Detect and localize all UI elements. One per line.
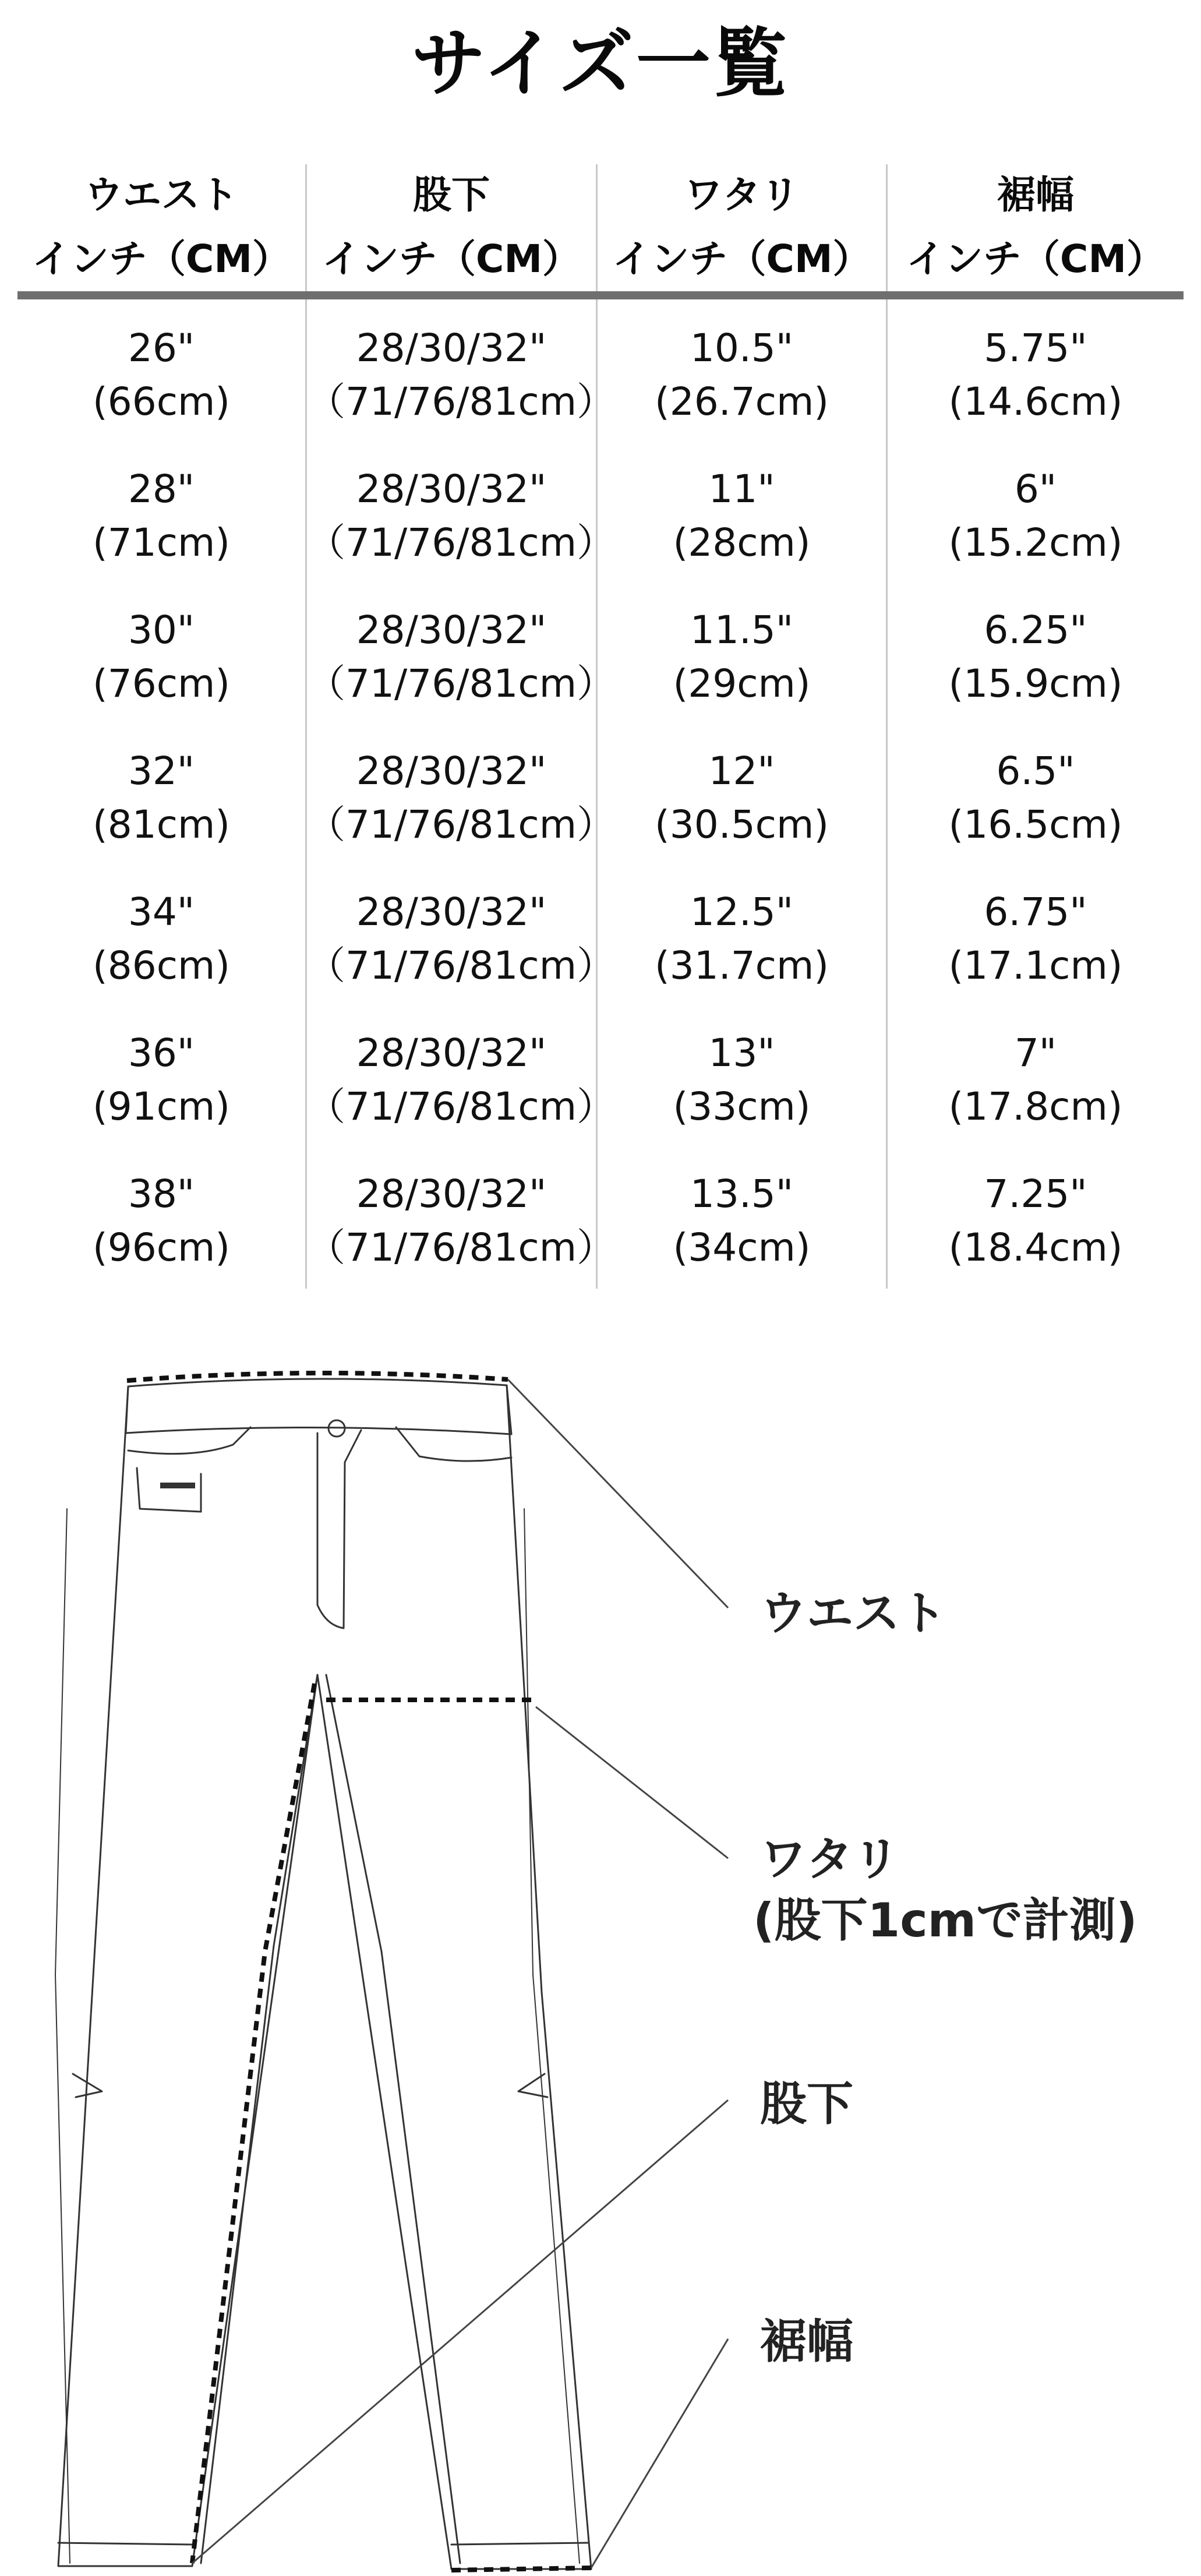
cm-value: (86cm) xyxy=(92,943,231,988)
waist-cell xyxy=(17,885,305,993)
inch-value: 11" xyxy=(708,467,775,511)
cm-value: (15.2cm) xyxy=(948,520,1123,565)
hem-left xyxy=(58,2543,192,2545)
cm-value: (17.8cm) xyxy=(948,1084,1123,1129)
inseam-cell xyxy=(307,744,615,852)
inseam-cell xyxy=(307,885,615,993)
thigh-cell xyxy=(598,1026,886,1134)
table-row xyxy=(17,1004,1184,1145)
table-row xyxy=(17,722,1184,863)
waist-cell xyxy=(17,322,305,429)
inseam-cell xyxy=(307,322,615,429)
coin-pocket xyxy=(137,1468,201,1512)
hem-cell xyxy=(888,463,1184,570)
cm-value: (14.6cm) xyxy=(948,379,1123,424)
header-label: ワタリ xyxy=(684,172,800,217)
header-unit: インチ（CM） xyxy=(612,237,871,281)
cm-value: （71/76/81cm） xyxy=(307,661,615,706)
table-row xyxy=(17,1145,1184,1286)
inch-value: 13" xyxy=(708,1031,775,1075)
waistband xyxy=(126,1385,511,1434)
cm-value: (17.1cm) xyxy=(948,943,1123,988)
header-inseam xyxy=(307,164,596,285)
table-row xyxy=(17,299,1184,440)
cm-value: (71cm) xyxy=(92,520,231,565)
inseam-leader-line xyxy=(192,2100,728,2563)
header-unit: インチ（CM） xyxy=(906,237,1165,281)
outer-right-seam xyxy=(524,1509,580,2563)
cm-value: (34cm) xyxy=(673,1225,811,1270)
hem-measure-line xyxy=(451,2568,591,2570)
jeans-illustration xyxy=(0,1334,1201,2574)
hem-leader-line xyxy=(591,2339,728,2568)
table-row xyxy=(17,440,1184,581)
thigh-note: (股下1cmで計測) xyxy=(753,1893,1138,1947)
waist-cell xyxy=(17,1167,305,1275)
cm-value: (29cm) xyxy=(673,661,811,706)
inseam-label: 股下 xyxy=(760,2077,853,2131)
inch-value: 28/30/32" xyxy=(356,1171,547,1216)
header-label: 裾幅 xyxy=(997,172,1074,217)
cm-value: (91cm) xyxy=(92,1084,231,1129)
pocket-tag-icon xyxy=(160,1483,195,1488)
cm-value: （71/76/81cm） xyxy=(307,379,615,424)
inch-value: 28/30/32" xyxy=(356,467,547,511)
size-table xyxy=(17,164,1184,1270)
inch-value: 28/30/32" xyxy=(356,608,547,652)
jeans-outline xyxy=(58,1379,591,2569)
thigh-label: ワタリ xyxy=(760,1832,900,1886)
cm-value: (76cm) xyxy=(92,661,231,706)
table-row xyxy=(17,863,1184,1004)
header-hem xyxy=(888,164,1184,285)
right-knee-mark xyxy=(518,2074,547,2097)
cm-value: (15.9cm) xyxy=(948,661,1123,706)
inch-value: 36" xyxy=(128,1031,195,1075)
inch-value: 13.5" xyxy=(690,1171,794,1216)
thigh-cell xyxy=(598,744,886,852)
inch-value: 12.5" xyxy=(690,890,794,934)
inseam-cell xyxy=(307,1026,615,1134)
inseam-cell xyxy=(307,604,615,711)
thigh-leader-line xyxy=(536,1707,728,1858)
cm-value: (31.7cm) xyxy=(654,943,829,988)
cm-value: (28cm) xyxy=(673,520,811,565)
table-header xyxy=(17,164,1184,291)
thigh-cell xyxy=(598,604,886,711)
inch-value: 11.5" xyxy=(690,608,794,652)
inch-value: 28" xyxy=(128,467,195,511)
inner-left-leg xyxy=(201,1675,317,2563)
cm-value: (81cm) xyxy=(92,802,231,847)
waist-cell xyxy=(17,744,305,852)
inseam-cell xyxy=(307,463,615,570)
thigh-cell xyxy=(598,463,886,570)
cm-value: （71/76/81cm） xyxy=(307,943,615,988)
inch-value: 6.75" xyxy=(984,890,1087,934)
header-thigh xyxy=(598,164,886,285)
inch-value: 34" xyxy=(128,890,195,934)
header-unit: インチ（CM） xyxy=(322,237,581,281)
inch-value: 5.75" xyxy=(984,326,1087,370)
cm-value: (26.7cm) xyxy=(654,379,829,424)
thigh-cell xyxy=(598,1167,886,1275)
inch-value: 30" xyxy=(128,608,195,652)
waist-leader-line xyxy=(508,1379,728,1608)
inch-value: 32" xyxy=(128,749,195,793)
cm-value: （71/76/81cm） xyxy=(307,1084,615,1129)
header-label: 股下 xyxy=(413,172,490,217)
inch-value: 12" xyxy=(708,749,775,793)
hem-right xyxy=(451,2543,588,2545)
cm-value: （71/76/81cm） xyxy=(307,1225,615,1270)
hem-cell xyxy=(888,604,1184,711)
inch-value: 6.25" xyxy=(984,608,1087,652)
inch-value: 28/30/32" xyxy=(356,1031,547,1075)
inch-value: 38" xyxy=(128,1171,195,1216)
inch-value: 28/30/32" xyxy=(356,749,547,793)
cm-value: (16.5cm) xyxy=(948,802,1123,847)
hem-cell xyxy=(888,1026,1184,1134)
inch-value: 10.5" xyxy=(690,326,794,370)
cm-value: （71/76/81cm） xyxy=(307,520,615,565)
waist-cell xyxy=(17,1026,305,1134)
waist-label: ウエスト xyxy=(760,1586,946,1640)
fly-stitch xyxy=(317,1430,361,1628)
header-rule xyxy=(17,291,1184,299)
cm-value: (18.4cm) xyxy=(948,1225,1123,1270)
header-label: ウエスト xyxy=(84,172,238,217)
thigh-cell xyxy=(598,885,886,993)
hem-cell xyxy=(888,1167,1184,1275)
header-unit: インチ（CM） xyxy=(31,237,291,281)
hem-cell xyxy=(888,885,1184,993)
inch-value: 28/30/32" xyxy=(356,890,547,934)
cm-value: （71/76/81cm） xyxy=(307,802,615,847)
inch-value: 7" xyxy=(1014,1031,1057,1075)
inch-value: 28/30/32" xyxy=(356,326,547,370)
hem-label: 裾幅 xyxy=(760,2314,853,2369)
waist-cell xyxy=(17,463,305,570)
inch-value: 7.25" xyxy=(984,1171,1087,1216)
table-row xyxy=(17,581,1184,722)
inch-value: 6" xyxy=(1014,467,1057,511)
header-waist xyxy=(17,164,305,285)
inseam-cell xyxy=(307,1167,615,1275)
cm-value: (33cm) xyxy=(673,1084,811,1129)
thigh-cell xyxy=(598,322,886,429)
page-title: サイズ一覧 xyxy=(411,20,790,107)
hem-cell xyxy=(888,744,1184,852)
measurement-diagram xyxy=(0,1334,1201,2574)
hem-cell xyxy=(888,322,1184,429)
inch-value: 26" xyxy=(128,326,195,370)
waist-cell xyxy=(17,604,305,711)
cm-value: (96cm) xyxy=(92,1225,231,1270)
cm-value: (30.5cm) xyxy=(654,802,829,847)
cm-value: (66cm) xyxy=(92,379,231,424)
inch-value: 6.5" xyxy=(996,749,1075,793)
